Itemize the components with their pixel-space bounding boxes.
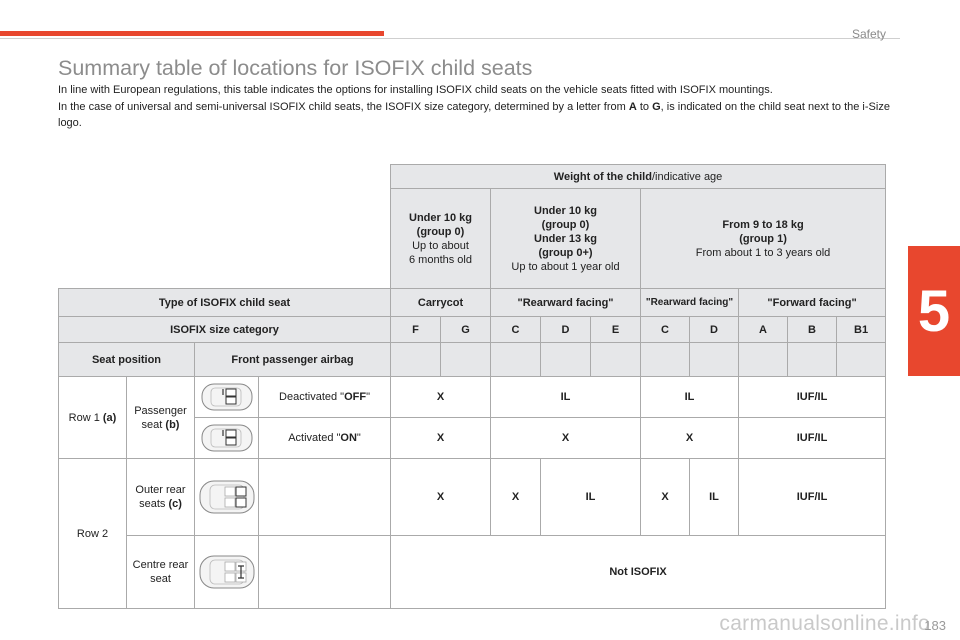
type-rearward-1: "Rearward facing" — [491, 289, 641, 317]
group-cell-3: From 9 to 18 kg (group 1) From about 1 to 3 years old — [641, 189, 886, 289]
seat-type-row — [59, 289, 886, 317]
car-front-seat-icon — [195, 418, 259, 459]
centre-rear-label: Centre rear seat — [127, 536, 195, 609]
size-cell: B — [788, 317, 837, 343]
type-rearward-2: "Rearward facing" — [641, 289, 739, 317]
intro-paragraph — [58, 82, 898, 132]
value-cell: IL — [690, 459, 739, 536]
size-cell: D — [690, 317, 739, 343]
car-front-seat-icon — [195, 377, 259, 418]
chapter-tab[interactable]: 5 — [908, 246, 960, 376]
not-isofix: Not ISOFIX — [391, 536, 886, 609]
value-cell: X — [491, 459, 541, 536]
row1-off — [59, 377, 886, 418]
size-cell: C — [491, 317, 541, 343]
size-category-row — [59, 317, 886, 343]
value-cell: IUF/IL — [739, 418, 886, 459]
value-cell: IUF/IL — [739, 459, 886, 536]
position-label: Seat position — [59, 343, 195, 377]
row2-centre — [59, 536, 886, 609]
weight-header: Weight of the child/indicative age — [391, 165, 886, 189]
intro-line-2a: In the case of universal and semi-universal ISOFIX child seats, the ISOFIX size category, determined by a letter from — [58, 100, 629, 113]
car-rear-seat-icon — [195, 459, 259, 536]
value-cell: X — [391, 418, 491, 459]
type-label: Type of ISOFIX child seat — [59, 289, 391, 317]
row1-label: Row 1 (a) — [59, 377, 127, 459]
header-accent-bar — [0, 31, 384, 36]
size-label: ISOFIX size category — [59, 317, 391, 343]
size-cell: F — [391, 317, 441, 343]
header-rule — [0, 38, 900, 39]
intro-line-2c: , is indicated on the child seat next to the i-Size logo. — [58, 100, 890, 129]
size-cell: B1 — [837, 317, 886, 343]
group-cell-2: Under 10 kg (group 0) Under 13 kg (group 0+) Up to about 1 year old — [491, 189, 641, 289]
value-cell: X — [641, 418, 739, 459]
intro-letter-to: G — [652, 100, 661, 113]
value-cell: IL — [641, 377, 739, 418]
value-cell: X — [391, 377, 491, 418]
value-cell: X — [491, 418, 641, 459]
intro-line-2b: to — [636, 100, 653, 113]
row2-outer — [59, 459, 886, 536]
page-number: 183 — [924, 618, 946, 633]
isofix-table — [58, 164, 886, 609]
value-cell: X — [391, 459, 491, 536]
section-title: Safety — [851, 27, 886, 41]
value-cell: X — [641, 459, 690, 536]
type-carrycot: Carrycot — [391, 289, 491, 317]
airbag-deactivated: Deactivated "OFF" — [259, 377, 391, 418]
size-cell: A — [739, 317, 788, 343]
page-title: Summary table of locations for ISOFIX child seats — [58, 56, 533, 80]
size-cell: G — [441, 317, 491, 343]
size-cell: C — [641, 317, 690, 343]
passenger-seat-label: Passenger seat (b) — [127, 377, 195, 459]
airbag-activated: Activated "ON" — [259, 418, 391, 459]
intro-line-1: In line with European regulations, this table indicates the options for installing ISOFIX child seats on the vehicle seats fitted with ISOFIX mountings. — [58, 84, 773, 96]
row2-label: Row 2 — [59, 459, 127, 609]
intro-letter-from: A — [628, 100, 637, 113]
size-cell: E — [591, 317, 641, 343]
outer-rear-label: Outer rear seats (c) — [127, 459, 195, 536]
value-cell: IL — [491, 377, 641, 418]
size-cell: D — [541, 317, 591, 343]
seat-position-row — [59, 343, 886, 377]
airbag-label: Front passenger airbag — [195, 343, 391, 377]
weight-header-row — [59, 165, 886, 189]
value-cell: IL — [541, 459, 641, 536]
weight-groups-row — [59, 189, 886, 289]
group-cell-1: Under 10 kg (group 0) Up to about 6 months old — [391, 189, 491, 289]
value-cell: IUF/IL — [739, 377, 886, 418]
type-forward: "Forward facing" — [739, 289, 886, 317]
car-centre-seat-icon — [195, 536, 259, 609]
watermark: carmanualsonline.info — [719, 612, 930, 635]
